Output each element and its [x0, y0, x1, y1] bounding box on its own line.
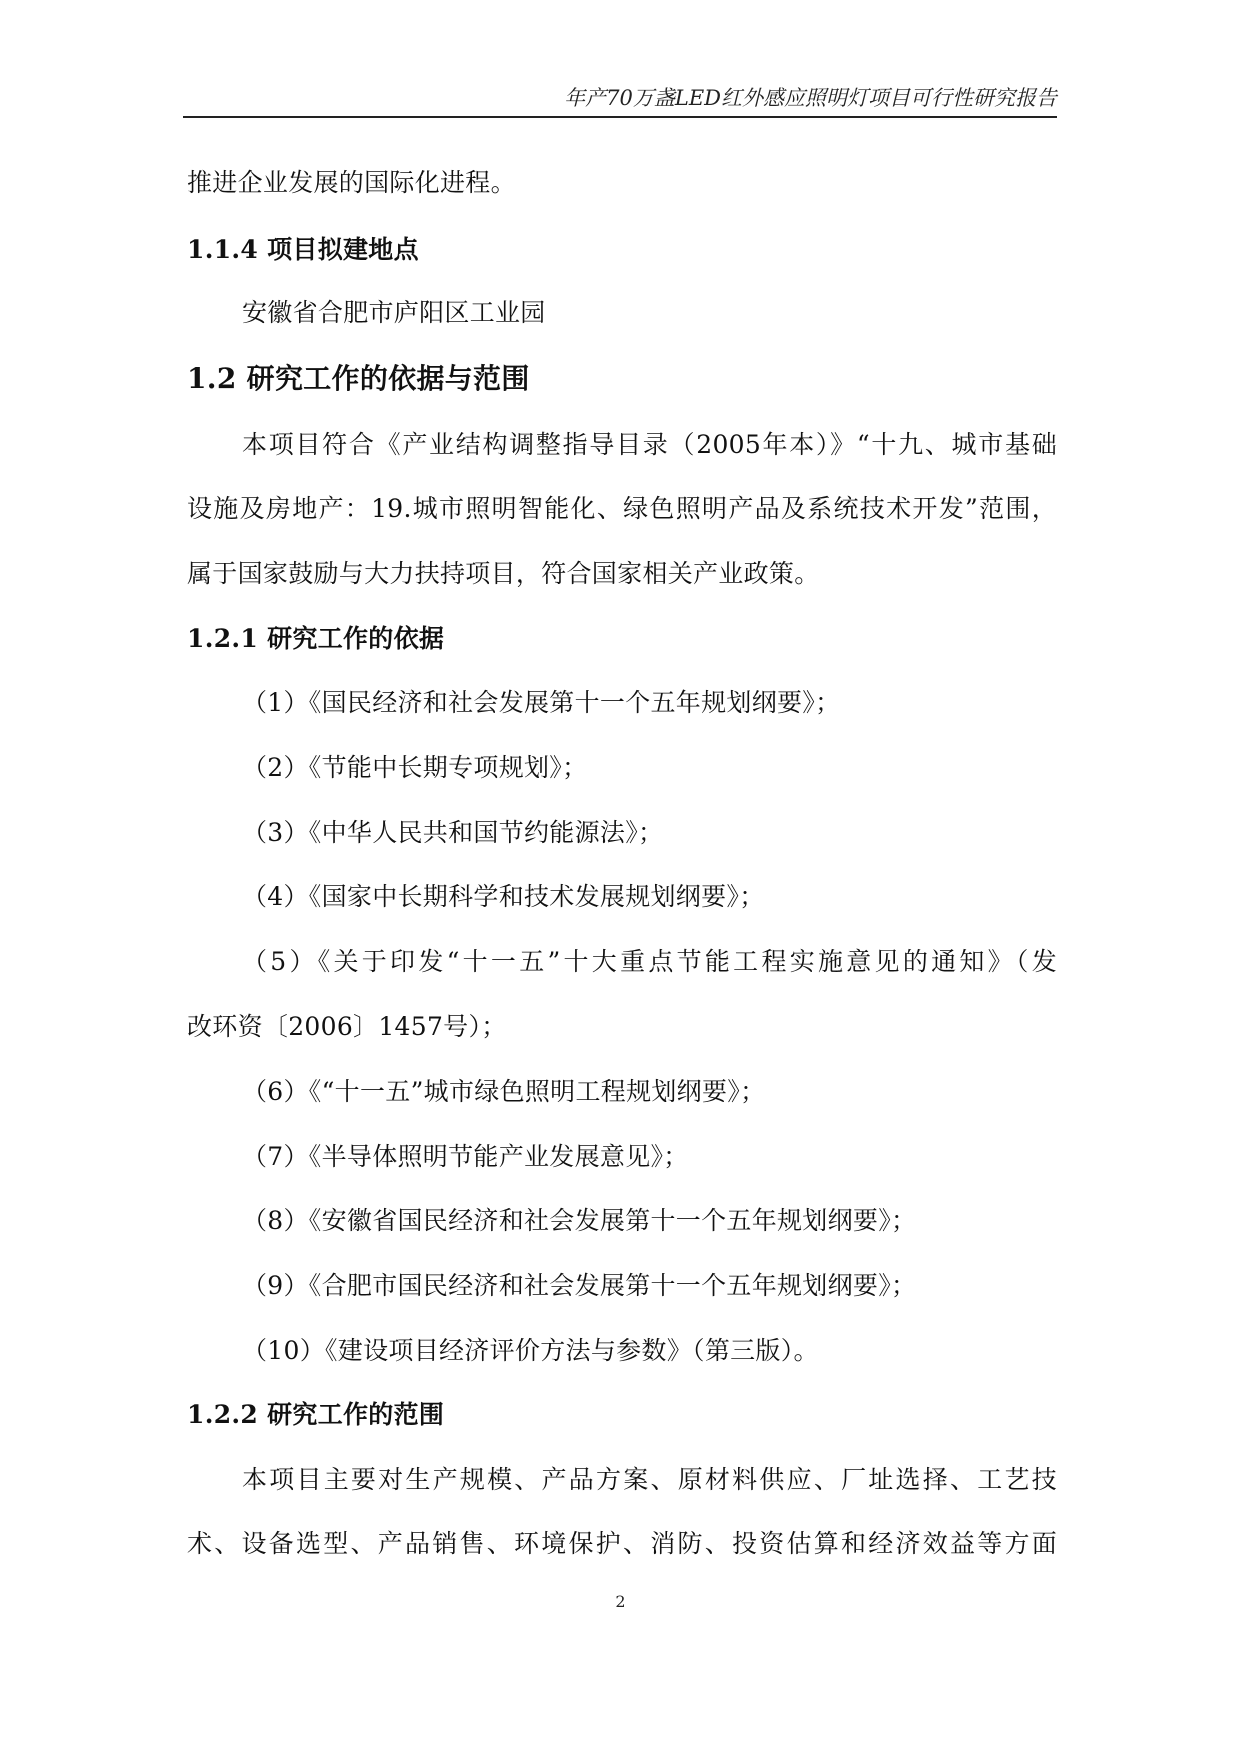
list-item: （2）《节能中长期专项规划》；	[242, 753, 588, 782]
list-item: （9）《合肥市国民经济和社会发展第十一个五年规划纲要》；	[242, 1271, 917, 1300]
list-item: （6）《“十一五”城市绿色照明工程规划纲要》；	[242, 1077, 766, 1106]
paragraph-line: 设施及房地产：19.城市照明智能化、绿色照明产品及系统技术开发”范围，	[187, 494, 1057, 523]
section-heading-1-2-2: 1.2.2 研究工作的范围	[187, 1400, 445, 1429]
list-item: （7）《半导体照明节能产业发展意见》；	[242, 1142, 689, 1171]
list-item: （5）《关于印发“十一五”十大重点节能工程实施意见的通知》（发	[242, 947, 1057, 976]
paragraph-line: 安徽省合肥市庐阳区工业园	[242, 298, 546, 327]
list-item: （3）《中华人民共和国节约能源法》；	[242, 818, 664, 847]
paragraph-line: 术、设备选型、产品销售、环境保护、消防、投资估算和经济效益等方面	[187, 1529, 1057, 1558]
list-item: （10）《建设项目经济评价方法与参数》（第三版）。	[242, 1336, 819, 1365]
list-item: （4）《国家中长期科学和技术发展规划纲要》；	[242, 882, 765, 911]
section-heading-1-2: 1.2 研究工作的依据与范围	[187, 362, 530, 395]
paragraph-line: 推进企业发展的国际化进程。	[187, 168, 516, 197]
paragraph-line: 本项目符合《产业结构调整指导目录（2005年本）》“十九、城市基础	[242, 430, 1057, 459]
list-item: （8）《安徽省国民经济和社会发展第十一个五年规划纲要》；	[242, 1206, 917, 1235]
page-number: 2	[615, 1592, 626, 1611]
list-item-continuation: 改环资〔2006〕1457号）；	[187, 1012, 507, 1041]
list-item: （1）《国民经济和社会发展第十一个五年规划纲要》；	[242, 688, 841, 717]
header-rule	[183, 116, 1057, 118]
running-header: 年产70万盏LED红外感应照明灯项目可行性研究报告	[564, 86, 1057, 110]
section-heading-1-2-1: 1.2.1 研究工作的依据	[187, 624, 445, 653]
section-heading-1-1-4: 1.1.4 项目拟建地点	[187, 235, 419, 264]
paragraph-line: 本项目主要对生产规模、产品方案、原材料供应、厂址选择、工艺技	[242, 1465, 1057, 1494]
paragraph-line: 属于国家鼓励与大力扶持项目，符合国家相关产业政策。	[187, 559, 820, 588]
